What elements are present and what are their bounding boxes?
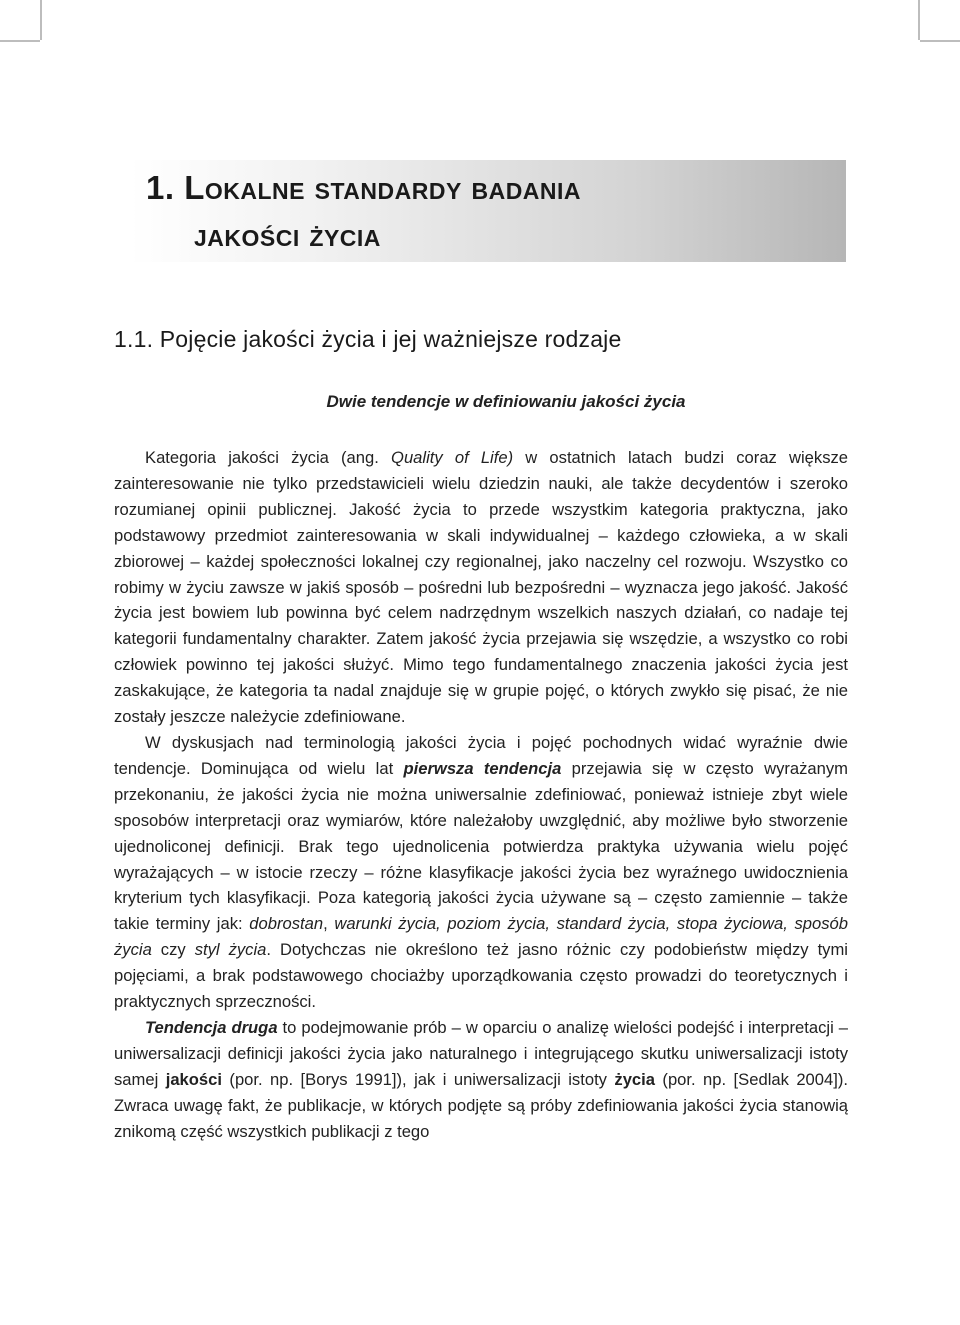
paragraph-3-text-f: (por. np. [Sedlak 2004]). Zwraca uwagę fakt, że publikacje, w których podjęte są próby zdefiniowania jakości życia stanowią znikomą część wszystkich publikacji z tego	[114, 1069, 848, 1141]
crop-mark-top-right-horizontal	[920, 40, 960, 42]
crop-mark-top-left-horizontal	[0, 40, 40, 42]
paragraph-3-term-second-tendency: Tendencja druga	[145, 1017, 278, 1037]
paragraph-1	[114, 445, 848, 730]
paragraph-3	[114, 1015, 848, 1145]
paragraph-3-text-b: to podejmowanie prób – w oparciu o analizę wielości podejść i interpretacji – uniwersalizacji definicji jakości życia jako naturalnego i integrującego skutku uniwersalizacji istoty samej	[114, 1017, 848, 1089]
subheading-text: Dwie tendencje w definiowaniu jakości życia	[326, 392, 686, 411]
paragraph-1-term-quality-of-life: Quality of Life)	[391, 448, 514, 467]
subheading	[114, 392, 848, 412]
paragraph-2-term-styl-zycia: styl życia	[194, 940, 267, 960]
paragraph-2-text-a: W dyskusjach nad terminologią jakości życia i pojęć pochodnych widać wyraźnie dwie tendencje. Dominująca od wielu lat	[114, 732, 848, 778]
paragraph-2-text-e: ,	[323, 914, 335, 934]
chapter-title	[146, 160, 836, 258]
paragraph-2-terms-list: warunki życia, poziom życia, standard życia, stopa życiowa, sposób życia	[114, 914, 849, 960]
section-heading: 1.1. Pojęcie jakości życia i jej ważniejsze rodzaje	[114, 326, 622, 352]
paragraph-1-text-a: Kategoria jakości życia (ang.	[145, 448, 392, 467]
paragraph-2-text-c: przejawia się w często wyrażanym przekonaniu, że jakości życia nie można uniwersalnie zdefiniować, ponieważ istnieje zbyt wiele sposobów interpretacji oraz wymiarów, które należałoby uwzględnić, aby możliwe było stworzenie ujednoliconej definicji. Brak tego ujednolicenia potwierdza praktyka używania wielu pojęć wyrażających – w istocie rzeczy – różne klasyfikacje jakości życia bez wyraźnego uwidocznienia kryterium tych klasyfikacji. Poza kategorią jakości życia używane są – często zamiennie – także takie terminy jak:	[114, 758, 848, 934]
paragraph-2-term-first-tendency: pierwsza tendencja	[403, 758, 562, 778]
chapter-title-line-2: jakości życia	[194, 216, 381, 253]
paragraph-3-text-d: (por. np. [Borys 1991]), jak i uniwersalizacji istoty	[221, 1069, 615, 1089]
paragraph-3-term-zycia: życia	[614, 1069, 655, 1089]
paragraph-2-text-i: . Dotychczas nie określono też jasno różnic czy podobieństw między tymi pojęciami, a brak podstawowego chociażby uporządkowania często prowadzi do teoretycznych i praktycznych sprzeczności.	[114, 940, 848, 1012]
paragraph-1-text-c: w ostatnich latach budzi coraz większe zainteresowanie nie tylko przedstawicieli wielu dziedzin nauki, ale także decydentów i szeroko rozumianej opinii publicznej. Jakość życia to przede wszystkim kategoria praktyczna, jako podstawowy przedmiot zainteresowania w skali indywidualnej – każdego człowieka, a w skali zbiorowej – każdej społeczności lokalnej czy regionalnej, jako naczelny cel rozwoju. Wszystko co robimy w życiu zawsze w jakiś sposób – pośredni lub bezpośredni – wyznacza jego jakość. Jakość życia jest bowiem lub powinna być celem nadrzędnym wszelkich naszych działań, co nadaje tej kategorii fundamentalny charakter. Zatem jakość życia przejawia się wszędzie, a wszystko co robi człowiek powinno tej jakości służyć. Mimo tego fundamentalnego znaczenia jakości życia jest zaskakujące, że kategoria ta nadal znajduje się w grupie pojęć, o których zwykło się pisać, że nie zostały jeszcze należycie zdefiniowane.	[114, 448, 849, 727]
paragraph-2-text-g: czy	[151, 940, 195, 960]
chapter-title-line-1: 1. Lokalne standardy badania	[146, 169, 582, 206]
crop-mark-top-right-vertical	[918, 0, 920, 40]
crop-mark-top-left-vertical	[40, 0, 42, 40]
body-text	[114, 445, 848, 1144]
paragraph-2-term-dobrostan: dobrostan	[249, 914, 324, 934]
paragraph-3-term-jakosci: jakości	[165, 1069, 222, 1089]
paragraph-2	[114, 730, 848, 1015]
